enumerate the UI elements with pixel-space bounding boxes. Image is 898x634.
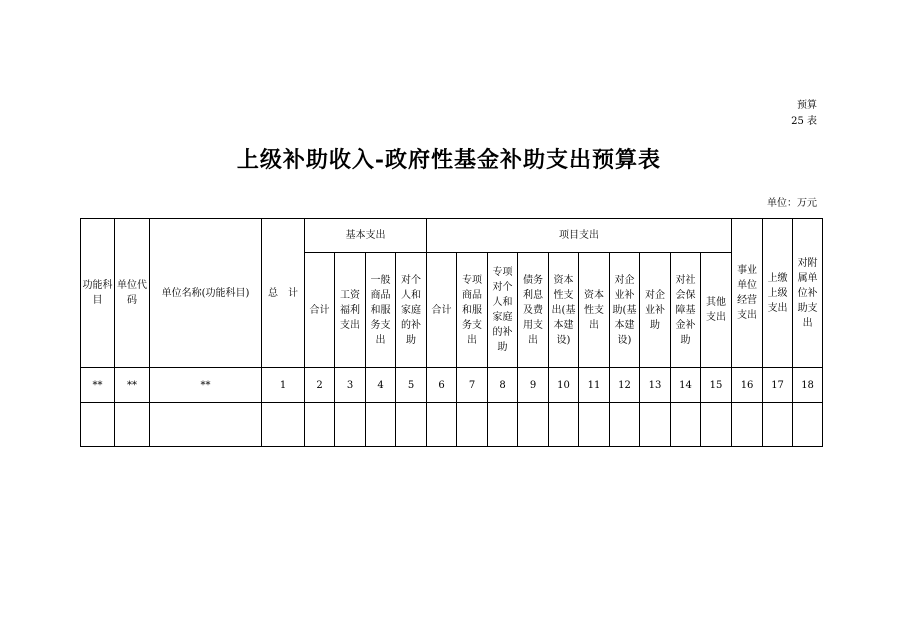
empty-cell xyxy=(732,403,763,447)
empty-cell xyxy=(579,403,610,447)
empty-cell xyxy=(81,403,115,447)
empty-cell xyxy=(427,403,457,447)
empty-cell xyxy=(262,403,305,447)
budget-table xyxy=(80,218,823,447)
index-cell: 5 xyxy=(396,368,427,403)
form-number-line1: 预算 xyxy=(797,100,817,111)
header-basic-2: 一般商品和服务支出 xyxy=(366,253,396,368)
index-cell: 11 xyxy=(579,368,610,403)
empty-cell xyxy=(549,403,579,447)
empty-cell xyxy=(488,403,518,447)
empty-cell xyxy=(701,403,732,447)
index-row xyxy=(81,368,823,403)
header-project-group: 项目支出 xyxy=(427,219,732,253)
empty-cell xyxy=(305,403,335,447)
empty-cell xyxy=(366,403,396,447)
empty-cell xyxy=(610,403,640,447)
index-cell: 12 xyxy=(610,368,640,403)
empty-data-row xyxy=(81,403,823,447)
form-number xyxy=(791,98,817,130)
header-project-2: 专项对个人和家庭的补助 xyxy=(488,253,518,368)
header-total: 总 计 xyxy=(262,219,305,368)
header-tail-2: 对附属单位补助支出 xyxy=(793,219,823,368)
empty-cell xyxy=(763,403,793,447)
header-unit-code: 单位代码 xyxy=(115,219,150,368)
unit-label: 单位：万元 xyxy=(767,198,817,209)
header-project-7: 对企业补助 xyxy=(640,253,671,368)
index-cell: 13 xyxy=(640,368,671,403)
index-cell: ** xyxy=(150,368,262,403)
empty-cell xyxy=(150,403,262,447)
index-cell: 14 xyxy=(671,368,701,403)
header-tail-0: 事业单位经营支出 xyxy=(732,219,763,368)
header-basic-group: 基本支出 xyxy=(305,219,427,253)
index-cell: ** xyxy=(81,368,115,403)
header-project-6: 对企业补助(基本建设) xyxy=(610,253,640,368)
header-project-4: 资本性支出(基本建设) xyxy=(549,253,579,368)
index-cell: 1 xyxy=(262,368,305,403)
page-title: 上级补助收入-政府性基金补助支出预算表 xyxy=(236,147,662,173)
index-cell: 18 xyxy=(793,368,823,403)
index-cell: 6 xyxy=(427,368,457,403)
empty-cell xyxy=(335,403,366,447)
header-func-subject: 功能科目 xyxy=(81,219,115,368)
index-cell: 9 xyxy=(518,368,549,403)
header-basic-3: 对个人和家庭的补助 xyxy=(396,253,427,368)
empty-cell xyxy=(640,403,671,447)
empty-cell xyxy=(518,403,549,447)
header-project-5: 资本性支出 xyxy=(579,253,610,368)
index-cell: 17 xyxy=(763,368,793,403)
header-project-8: 对社会保障基金补助 xyxy=(671,253,701,368)
index-cell: 7 xyxy=(457,368,488,403)
header-tail-1: 上缴上级支出 xyxy=(763,219,793,368)
empty-cell xyxy=(457,403,488,447)
form-number-line2: 25 表 xyxy=(791,116,817,127)
index-cell: 8 xyxy=(488,368,518,403)
header-unit-name: 单位名称(功能科目) xyxy=(150,219,262,368)
empty-cell xyxy=(115,403,150,447)
header-project-3: 债务利息及费用支出 xyxy=(518,253,549,368)
index-cell: 10 xyxy=(549,368,579,403)
index-cell: ** xyxy=(115,368,150,403)
index-cell: 3 xyxy=(335,368,366,403)
header-project-9: 其他支出 xyxy=(701,253,732,368)
header-project-1: 专项商品和服务支出 xyxy=(457,253,488,368)
empty-cell xyxy=(793,403,823,447)
index-cell: 2 xyxy=(305,368,335,403)
index-cell: 16 xyxy=(732,368,763,403)
header-row-1 xyxy=(81,219,823,253)
header-basic-0: 合计 xyxy=(305,253,335,368)
index-cell: 15 xyxy=(701,368,732,403)
header-basic-1: 工资福利支出 xyxy=(335,253,366,368)
empty-cell xyxy=(671,403,701,447)
header-project-0: 合计 xyxy=(427,253,457,368)
empty-cell xyxy=(396,403,427,447)
index-cell: 4 xyxy=(366,368,396,403)
